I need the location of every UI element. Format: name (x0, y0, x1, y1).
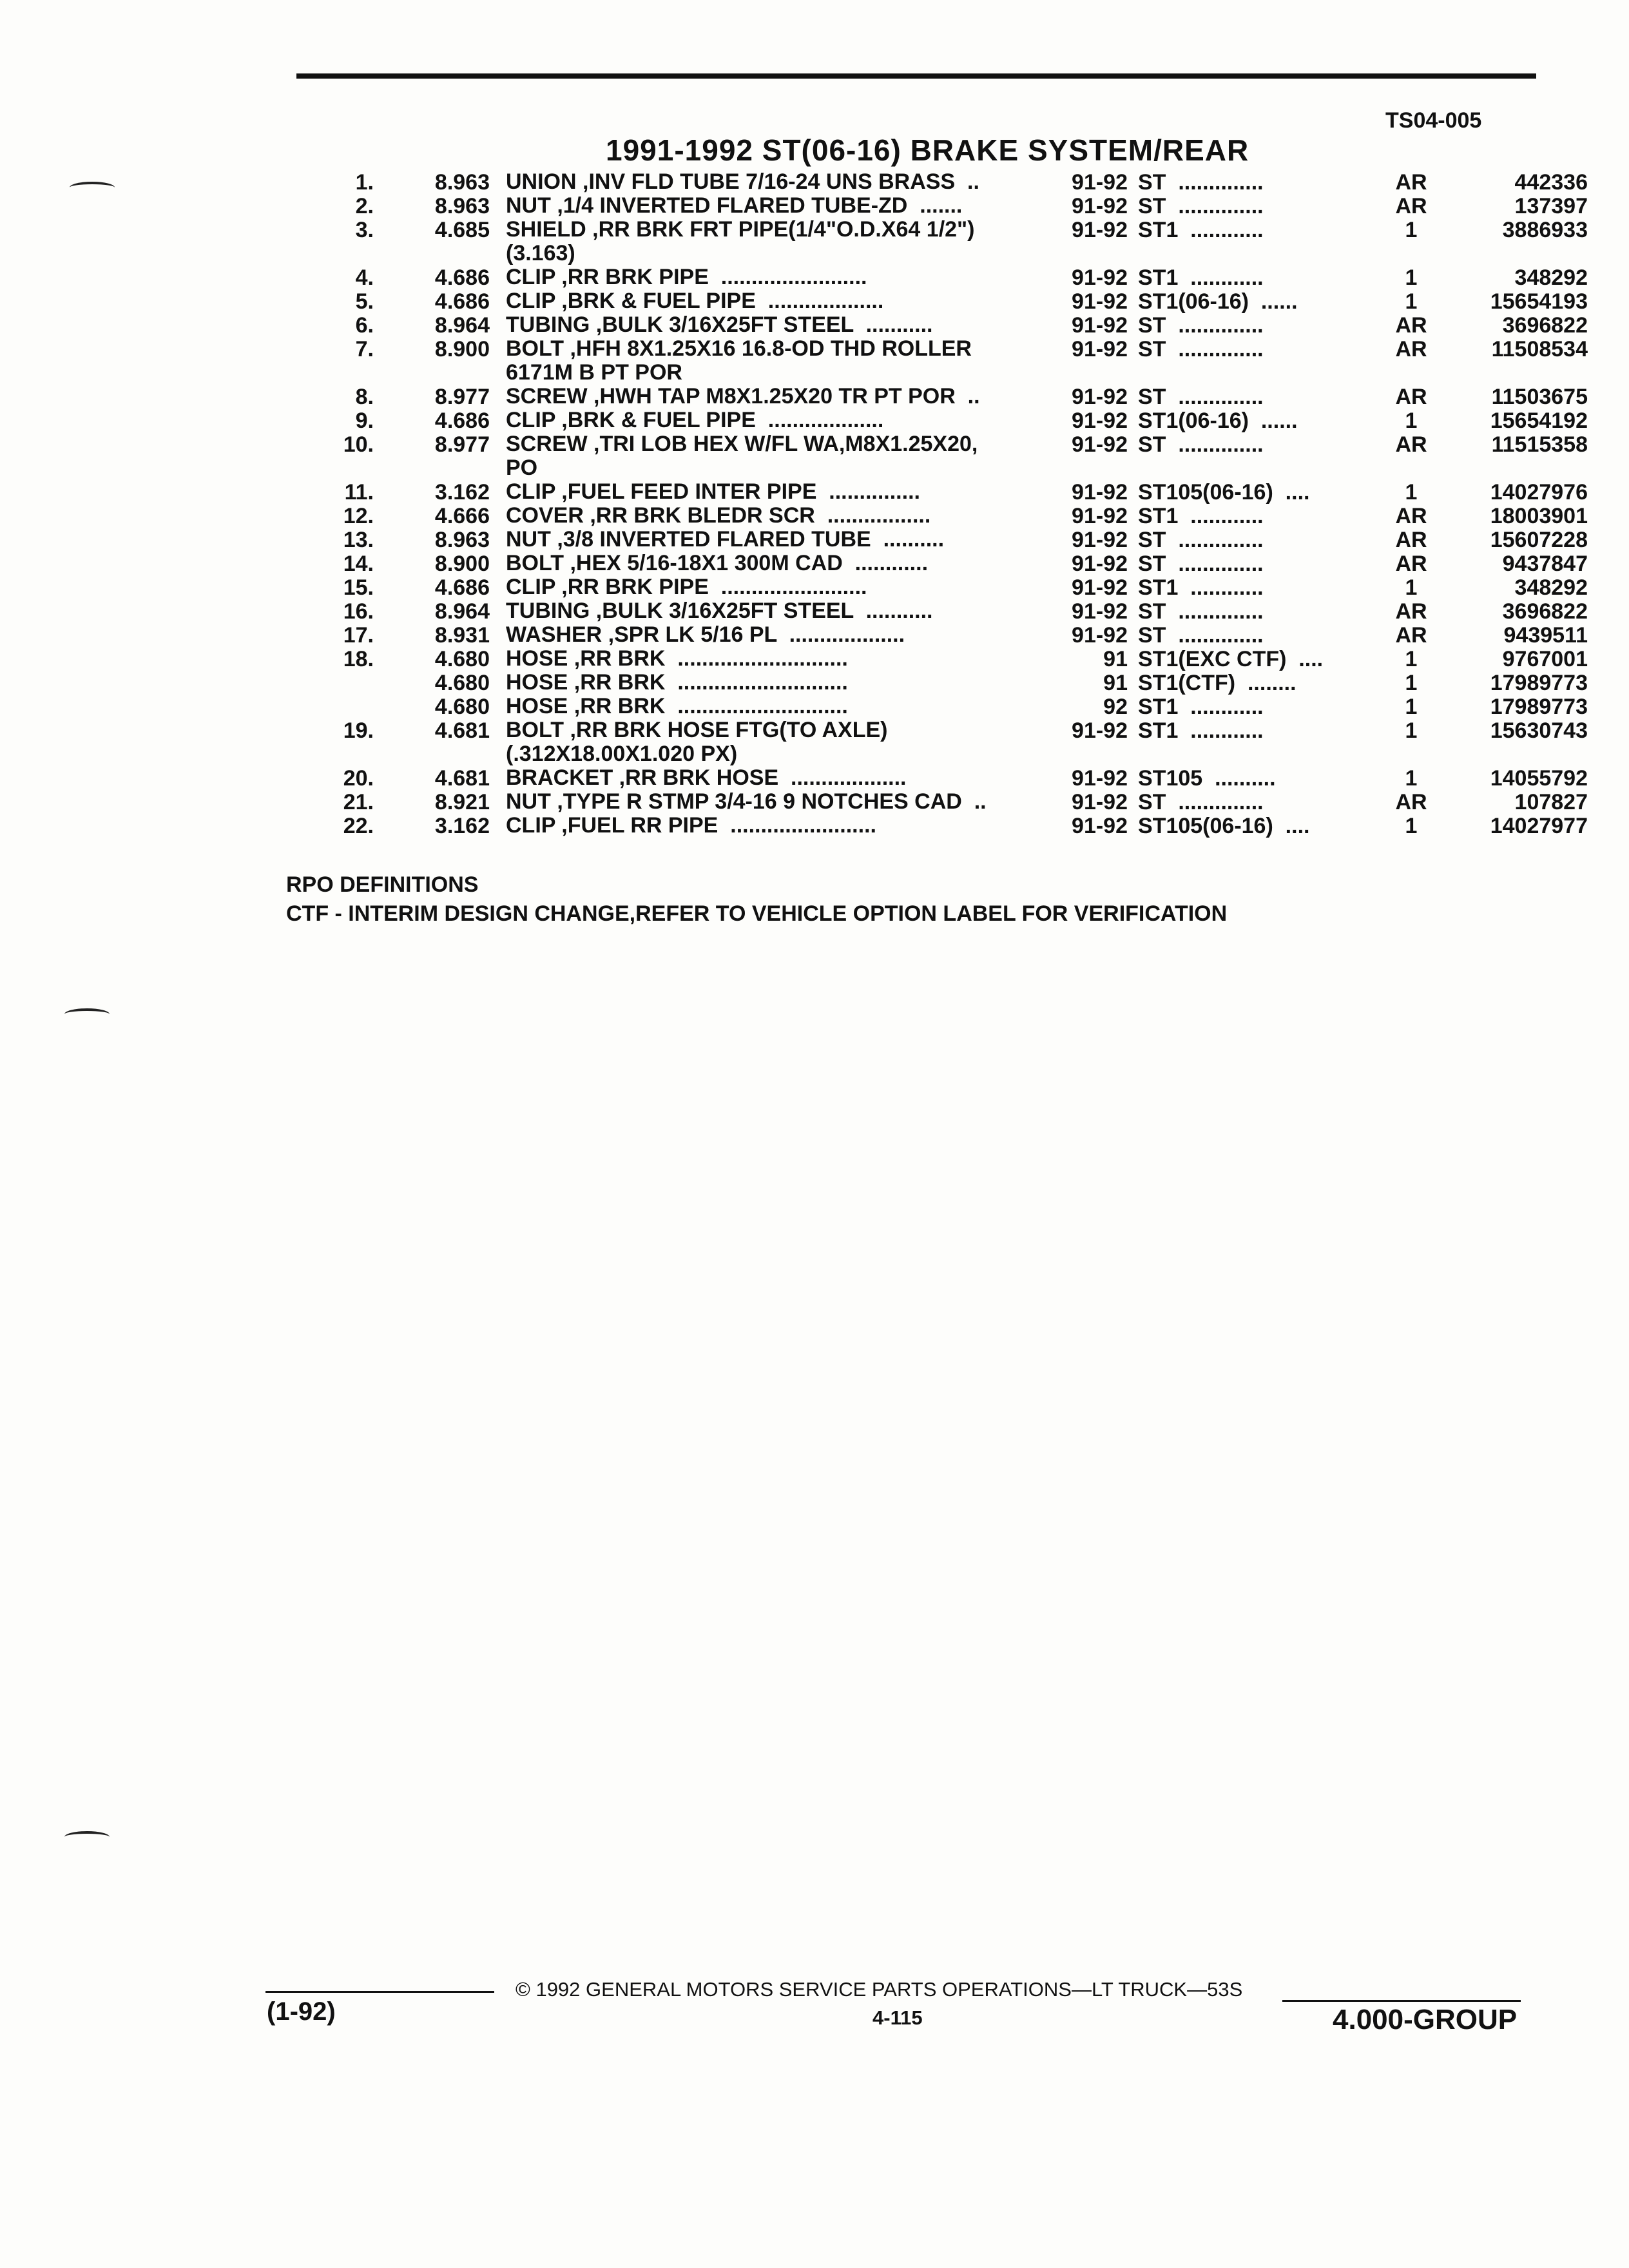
quantity: 1 (1405, 718, 1418, 743)
series-code: ST .............. (1138, 528, 1264, 552)
item-number: 18. (343, 647, 374, 671)
part-description: SHIELD ,RR BRK FRT PIPE(1/4"O.D.X64 1/2") (3.163) (506, 217, 975, 265)
group-number: 8.964 (434, 313, 490, 338)
group-label: 4.000-GROUP (1333, 2004, 1518, 2035)
part-number: 11515358 (1491, 432, 1588, 457)
table-row (322, 765, 1588, 791)
footer-rule (1282, 2000, 1521, 2002)
model-years: 91-92 (1072, 552, 1128, 576)
table-row (322, 265, 1588, 290)
quantity: 1 (1405, 766, 1418, 791)
table-row (322, 694, 1588, 719)
series-code: ST1(06-16) ...... (1138, 289, 1298, 314)
part-description: HOSE ,RR BRK ............................ (506, 694, 848, 718)
part-description: TUBING ,BULK 3/16X25FT STEEL ........... (506, 312, 933, 337)
group-number: 8.963 (434, 170, 490, 195)
table-row (322, 479, 1588, 505)
series-code: ST1(CTF) ........ (1138, 671, 1296, 695)
table-row (322, 169, 1588, 195)
part-number: 14027977 (1490, 814, 1588, 838)
group-number: 8.931 (434, 623, 490, 648)
revision-date: (1-92) (267, 1997, 336, 2026)
table-row (322, 622, 1588, 648)
model-years: 91-92 (1072, 194, 1128, 218)
part-description: SCREW ,HWH TAP M8X1.25X20 TR PT POR .. (506, 384, 980, 408)
item-number: 6. (355, 313, 374, 338)
series-code: ST1(EXC CTF) .... (1138, 647, 1324, 671)
part-number: 18003901 (1490, 504, 1588, 528)
model-years: 91-92 (1072, 385, 1128, 409)
table-row (322, 718, 1588, 766)
part-number: 11503675 (1491, 385, 1588, 409)
model-years: 91-92 (1072, 218, 1128, 242)
item-number: 19. (343, 718, 374, 743)
item-number: 20. (343, 766, 374, 791)
group-number: 8.977 (434, 385, 490, 409)
part-description: HOSE ,RR BRK ............................ (506, 670, 848, 695)
item-number: 8. (355, 385, 374, 409)
table-row (322, 575, 1588, 600)
model-years: 91-92 (1072, 575, 1128, 600)
table-row (322, 599, 1588, 624)
quantity: AR (1395, 194, 1427, 218)
table-row (322, 527, 1588, 552)
quantity: 1 (1405, 289, 1418, 314)
series-code: ST .............. (1138, 432, 1264, 457)
table-row (322, 646, 1588, 671)
series-code: ST105(06-16) .... (1138, 814, 1310, 838)
series-code: ST1 ............ (1138, 265, 1264, 290)
quantity: AR (1395, 313, 1427, 338)
group-number: 4.666 (434, 504, 490, 528)
model-years: 91-92 (1072, 599, 1128, 624)
item-number: 11. (344, 480, 374, 505)
group-number: 8.900 (434, 552, 490, 576)
group-number: 3.162 (434, 814, 490, 838)
part-number: 9439511 (1503, 623, 1588, 648)
quantity: AR (1395, 528, 1427, 552)
quantity: 1 (1405, 480, 1418, 505)
quantity: AR (1395, 552, 1427, 576)
part-description: UNION ,INV FLD TUBE 7/16-24 UNS BRASS .. (506, 169, 979, 194)
group-number: 8.900 (434, 337, 490, 361)
item-number: 12. (343, 504, 374, 528)
series-code: ST .............. (1138, 313, 1264, 338)
model-years: 91-92 (1072, 313, 1128, 338)
item-number: 15. (343, 575, 374, 600)
part-description: BOLT ,HFH 8X1.25X16 16.8-OD THD ROLLER 6171M B PT POR (506, 336, 972, 385)
series-code: ST1 ............ (1138, 695, 1264, 719)
table-row (322, 813, 1588, 838)
page-title: 1991-1992 ST(06-16) BRAKE SYSTEM/REAR (606, 133, 1249, 167)
part-number: 17989773 (1490, 671, 1588, 695)
part-description: NUT ,TYPE R STMP 3/4-16 9 NOTCHES CAD .. (506, 789, 987, 814)
quantity: AR (1395, 432, 1427, 457)
item-number: 13. (343, 528, 374, 552)
part-description: NUT ,3/8 INVERTED FLARED TUBE .......... (506, 527, 945, 552)
quantity: 1 (1405, 647, 1418, 671)
part-number: 442336 (1514, 170, 1588, 195)
part-number: 15654193 (1490, 289, 1588, 314)
part-description: TUBING ,BULK 3/16X25FT STEEL ........... (506, 599, 933, 623)
group-number: 3.162 (434, 480, 490, 505)
part-number: 348292 (1514, 575, 1588, 600)
quantity: AR (1395, 599, 1427, 624)
part-description: CLIP ,RR BRK PIPE ........................ (506, 265, 867, 289)
catalog-code: TS04-005 (1385, 108, 1482, 133)
series-code: ST .............. (1138, 337, 1264, 361)
table-row (322, 312, 1588, 338)
rpo-definitions (286, 872, 1227, 927)
margin-mark (64, 1831, 110, 1843)
item-number: 5. (355, 289, 374, 314)
part-number: 14055792 (1490, 766, 1588, 791)
series-code: ST .............. (1138, 552, 1264, 576)
model-years: 91-92 (1072, 814, 1128, 838)
model-years: 91 (1103, 671, 1128, 695)
group-number: 4.685 (434, 218, 490, 242)
quantity: AR (1395, 623, 1427, 648)
copyright-notice: © 1992 GENERAL MOTORS SERVICE PARTS OPERATIONS—LT TRUCK—53S (516, 1978, 1243, 2001)
quantity: 1 (1405, 265, 1418, 290)
item-number: 2. (355, 194, 374, 218)
part-number: 3886933 (1502, 218, 1588, 242)
part-description: WASHER ,SPR LK 5/16 PL ................... (506, 622, 905, 647)
series-code: ST1 ............ (1138, 575, 1264, 600)
part-description: CLIP ,RR BRK PIPE ........................ (506, 575, 867, 599)
quantity: 1 (1405, 814, 1418, 838)
item-number: 3. (355, 218, 374, 242)
part-number: 107827 (1514, 790, 1588, 814)
part-number: 137397 (1514, 194, 1588, 218)
item-number: 10. (343, 432, 374, 457)
model-years: 91-92 (1072, 289, 1128, 314)
series-code: ST .............. (1138, 170, 1264, 195)
item-number: 7. (355, 337, 374, 361)
part-description: SCREW ,TRI LOB HEX W/FL WA,M8X1.25X20, PO (506, 432, 978, 480)
series-code: ST1 ............ (1138, 218, 1264, 242)
group-number: 4.680 (434, 695, 490, 719)
table-row (322, 384, 1588, 409)
part-number: 15607228 (1490, 528, 1588, 552)
quantity: 1 (1405, 408, 1418, 433)
model-years: 91-92 (1072, 170, 1128, 195)
part-number: 3696822 (1502, 599, 1588, 624)
group-number: 4.681 (434, 766, 490, 791)
model-years: 91-92 (1072, 718, 1128, 743)
series-code: ST .............. (1138, 790, 1264, 814)
group-number: 8.921 (434, 790, 490, 814)
part-number: 15654192 (1490, 408, 1588, 433)
model-years: 91-92 (1072, 766, 1128, 791)
item-number: 9. (355, 408, 374, 433)
quantity: 1 (1405, 218, 1418, 242)
quantity: AR (1395, 790, 1427, 814)
quantity: AR (1395, 504, 1427, 528)
table-row (322, 551, 1588, 576)
part-description: CLIP ,BRK & FUEL PIPE ................... (506, 289, 884, 313)
group-number: 4.686 (434, 408, 490, 433)
part-description: BOLT ,RR BRK HOSE FTG(TO AXLE) (.312X18.00X1.020 PX) (506, 718, 888, 766)
part-description: NUT ,1/4 INVERTED FLARED TUBE-ZD ....... (506, 193, 963, 218)
part-number: 9767001 (1502, 647, 1588, 671)
model-years: 91-92 (1072, 265, 1128, 290)
group-number: 4.680 (434, 671, 490, 695)
quantity: 1 (1405, 575, 1418, 600)
margin-mark (70, 182, 115, 193)
part-number: 9437847 (1502, 552, 1588, 576)
part-description: CLIP ,FUEL FEED INTER PIPE ............... (506, 479, 920, 504)
group-number: 4.686 (434, 289, 490, 314)
margin-mark (64, 1008, 110, 1020)
group-number: 8.977 (434, 432, 490, 457)
parts-list (322, 169, 1588, 838)
item-number: 14. (343, 552, 374, 576)
part-number: 11508534 (1491, 337, 1588, 361)
quantity: 1 (1405, 695, 1418, 719)
table-row (322, 432, 1588, 480)
series-code: ST105(06-16) .... (1138, 480, 1310, 505)
table-row (322, 789, 1588, 814)
group-number: 4.680 (434, 647, 490, 671)
quantity: AR (1395, 337, 1427, 361)
series-code: ST1 ............ (1138, 504, 1264, 528)
page-number: 4-115 (872, 2006, 923, 2029)
part-description: BRACKET ,RR BRK HOSE ................... (506, 765, 907, 790)
model-years: 91-92 (1072, 623, 1128, 648)
part-number: 3696822 (1502, 313, 1588, 338)
part-description: HOSE ,RR BRK ............................ (506, 646, 848, 671)
group-number: 4.681 (434, 718, 490, 743)
model-years: 91-92 (1072, 528, 1128, 552)
group-number: 8.963 (434, 528, 490, 552)
table-row (322, 503, 1588, 528)
table-row (322, 408, 1588, 433)
part-description: BOLT ,HEX 5/16-18X1 300M CAD ............ (506, 551, 929, 575)
part-number: 14027976 (1490, 480, 1588, 505)
table-row (322, 217, 1588, 265)
item-number: 1. (355, 170, 374, 195)
quantity: AR (1395, 170, 1427, 195)
part-description: CLIP ,BRK & FUEL PIPE ................... (506, 408, 884, 432)
table-row (322, 193, 1588, 218)
series-code: ST .............. (1138, 385, 1264, 409)
group-number: 4.686 (434, 265, 490, 290)
part-description: CLIP ,FUEL RR PIPE ........................ (506, 813, 876, 838)
series-code: ST .............. (1138, 623, 1264, 648)
model-years: 92 (1103, 695, 1128, 719)
model-years: 91 (1103, 647, 1128, 671)
rpo-definition: CTF - INTERIM DESIGN CHANGE,REFER TO VEHICLE OPTION LABEL FOR VERIFICATION (286, 901, 1228, 926)
item-number: 16. (343, 599, 374, 624)
top-rule (296, 73, 1536, 79)
model-years: 91-92 (1072, 408, 1128, 433)
series-code: ST1 ............ (1138, 718, 1264, 743)
footer-rule (265, 1991, 494, 1993)
table-row (322, 289, 1588, 314)
quantity: AR (1395, 385, 1427, 409)
series-code: ST105 .......... (1138, 766, 1276, 791)
part-number: 17989773 (1490, 695, 1588, 719)
table-row (322, 670, 1588, 695)
part-number: 15630743 (1490, 718, 1588, 743)
part-number: 348292 (1514, 265, 1588, 290)
item-number: 17. (343, 623, 374, 648)
group-number: 8.964 (434, 599, 490, 624)
model-years: 91-92 (1072, 480, 1128, 505)
item-number: 4. (355, 265, 374, 290)
part-description: COVER ,RR BRK BLEDR SCR ................. (506, 503, 931, 528)
series-code: ST .............. (1138, 599, 1264, 624)
rpo-heading: RPO DEFINITIONS (286, 872, 479, 897)
series-code: ST .............. (1138, 194, 1264, 218)
series-code: ST1(06-16) ...... (1138, 408, 1298, 433)
group-number: 8.963 (434, 194, 490, 218)
group-number: 4.686 (434, 575, 490, 600)
item-number: 22. (343, 814, 374, 838)
table-row (322, 336, 1588, 385)
quantity: 1 (1405, 671, 1418, 695)
item-number: 21. (343, 790, 374, 814)
model-years: 91-92 (1072, 337, 1128, 361)
model-years: 91-92 (1072, 504, 1128, 528)
model-years: 91-92 (1072, 790, 1128, 814)
model-years: 91-92 (1072, 432, 1128, 457)
